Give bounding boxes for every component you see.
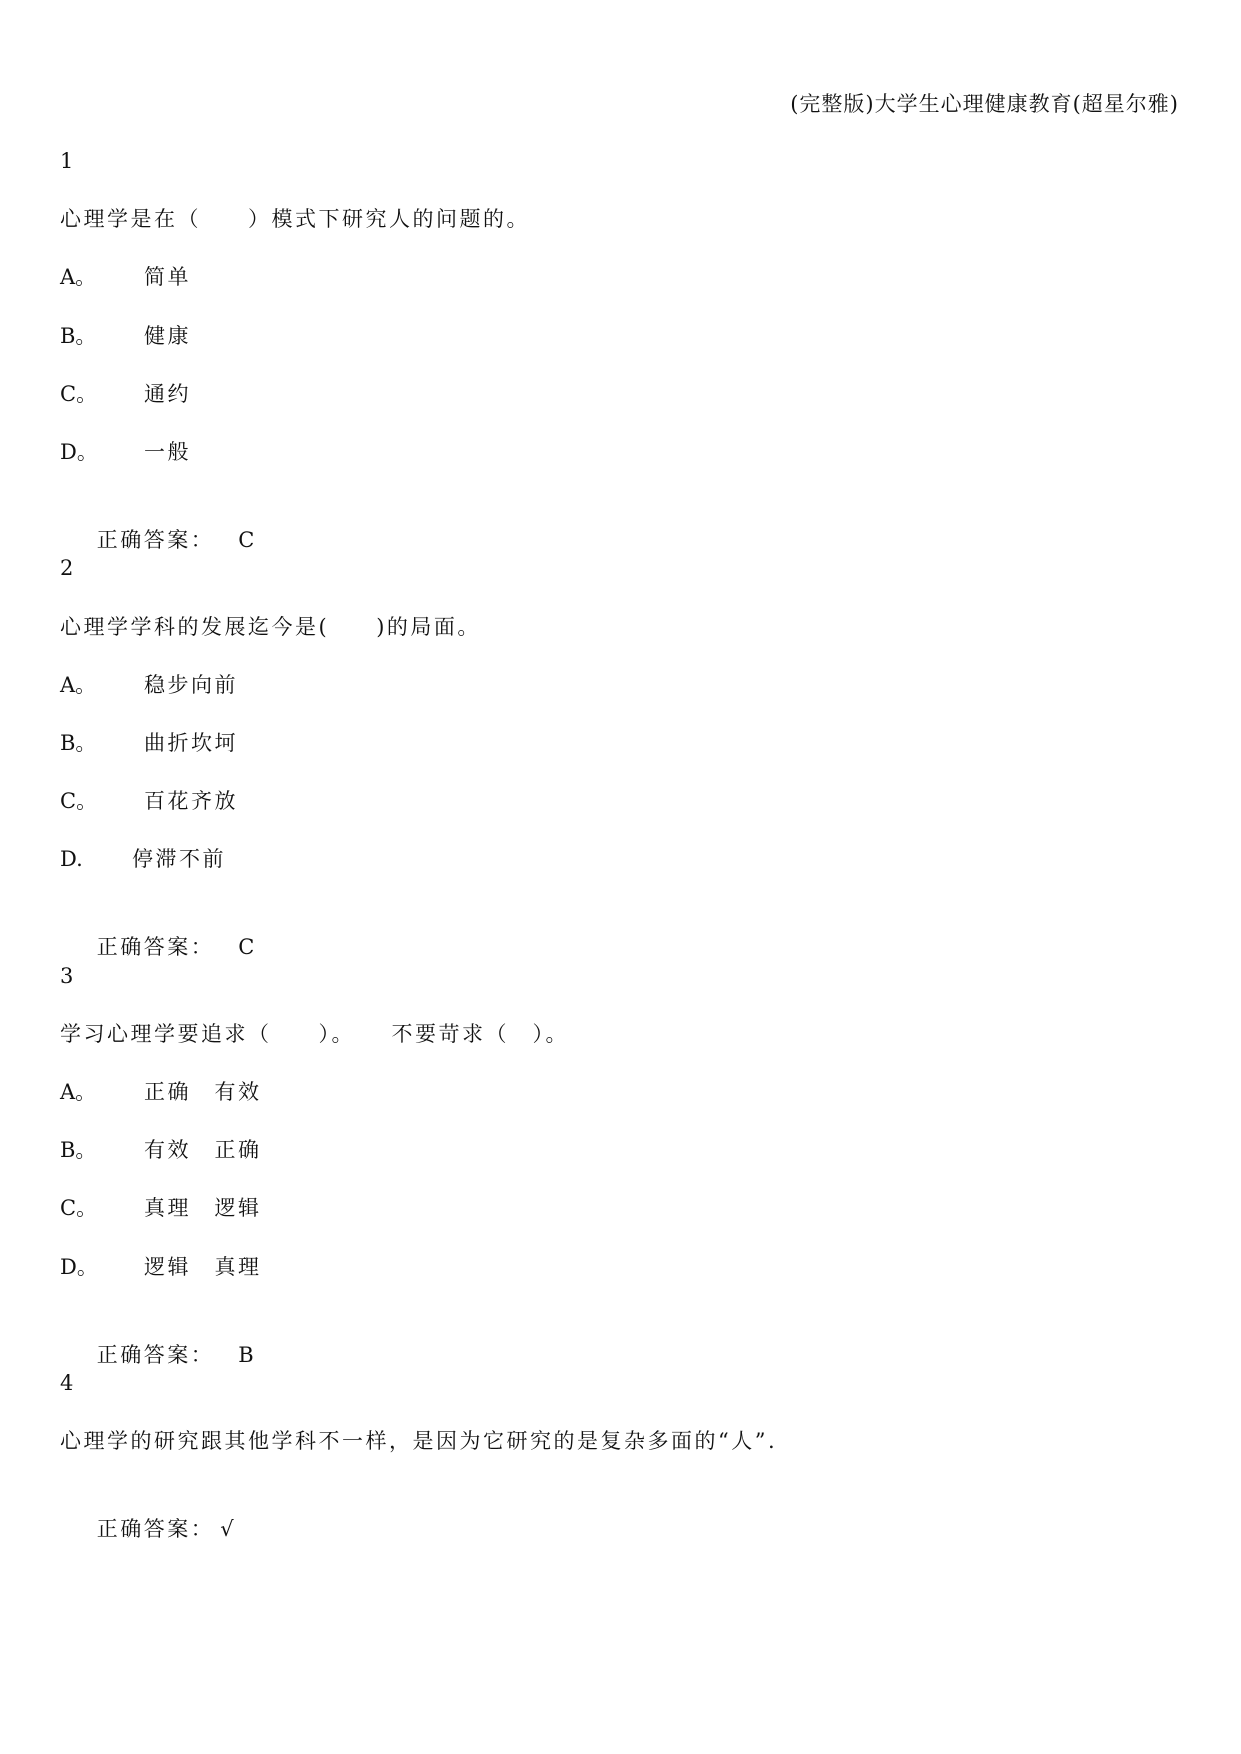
answer-value: √: [220, 1517, 234, 1542]
option-c: [60, 786, 1180, 844]
option-text: 逻辑 真理: [144, 1254, 262, 1279]
option-letter: B。: [60, 730, 97, 755]
option-d: [60, 437, 1180, 495]
option-text: 通约: [144, 381, 191, 406]
answer-value: C: [238, 528, 255, 553]
answer-label: 正确答案：: [96, 1517, 215, 1542]
option-a: [60, 1077, 1180, 1135]
option-letter: B。: [60, 323, 97, 348]
option-b: [60, 728, 1180, 786]
option-text: 简单: [144, 265, 191, 290]
correct-answer: [60, 1310, 1180, 1368]
option-a: [60, 670, 1180, 728]
option-b: [60, 321, 1180, 379]
option-letter: D。: [60, 439, 98, 464]
answer-label: 正确答案：: [96, 1342, 215, 1367]
quiz-content: [60, 146, 1180, 1543]
option-letter: A。: [60, 1080, 97, 1104]
correct-answer: [60, 495, 1180, 553]
option-text: 稳步向前: [144, 672, 238, 697]
option-b: [60, 1135, 1180, 1193]
option-a: [60, 262, 1180, 320]
option-letter: C。: [60, 789, 98, 814]
option-letter: C。: [60, 381, 98, 406]
option-text: 正确 有效: [144, 1080, 262, 1104]
document-header: (完整版)大学生心理健康教育(超星尔雅): [790, 92, 1179, 116]
correct-answer: [60, 1484, 1180, 1542]
question-text: 学习心理学要追求（ ）。 不要苛求（ ）。: [60, 1021, 569, 1046]
answer-label: 正确答案：: [96, 935, 215, 960]
option-letter: D.: [60, 847, 83, 872]
question-number: 2: [60, 556, 74, 581]
option-d: [60, 844, 1180, 902]
correct-answer: [60, 902, 1180, 960]
option-c: [60, 1193, 1180, 1251]
option-letter: B。: [60, 1138, 97, 1163]
option-letter: A。: [60, 265, 97, 290]
option-d: [60, 1252, 1180, 1310]
option-letter: C。: [60, 1196, 98, 1221]
option-text: 百花齐放: [144, 789, 238, 814]
question-text: 心理学的研究跟其他学科不一样，是因为它研究的是复杂多面的“人”.: [60, 1429, 778, 1454]
option-text: 健康: [144, 323, 191, 348]
option-c: [60, 379, 1180, 437]
option-letter: D。: [60, 1254, 98, 1279]
answer-value: B: [238, 1342, 254, 1367]
answer-label: 正确答案：: [96, 528, 215, 553]
question-number: 4: [60, 1370, 74, 1395]
question-text: 心理学是在（ ）模式下研究人的问题的。: [60, 207, 530, 232]
option-text: 一般: [144, 439, 191, 464]
question-number: 3: [60, 963, 74, 988]
option-text: 有效 正确: [144, 1138, 262, 1163]
question-text: 心理学学科的发展迄今是( )的局面。: [60, 614, 481, 639]
question-number: 1: [60, 149, 74, 173]
option-text: 真理 逻辑: [144, 1196, 262, 1221]
option-text: 停滞不前: [132, 847, 226, 872]
option-letter: A。: [60, 672, 97, 697]
answer-value: C: [238, 935, 255, 960]
option-text: 曲折坎坷: [144, 730, 238, 755]
